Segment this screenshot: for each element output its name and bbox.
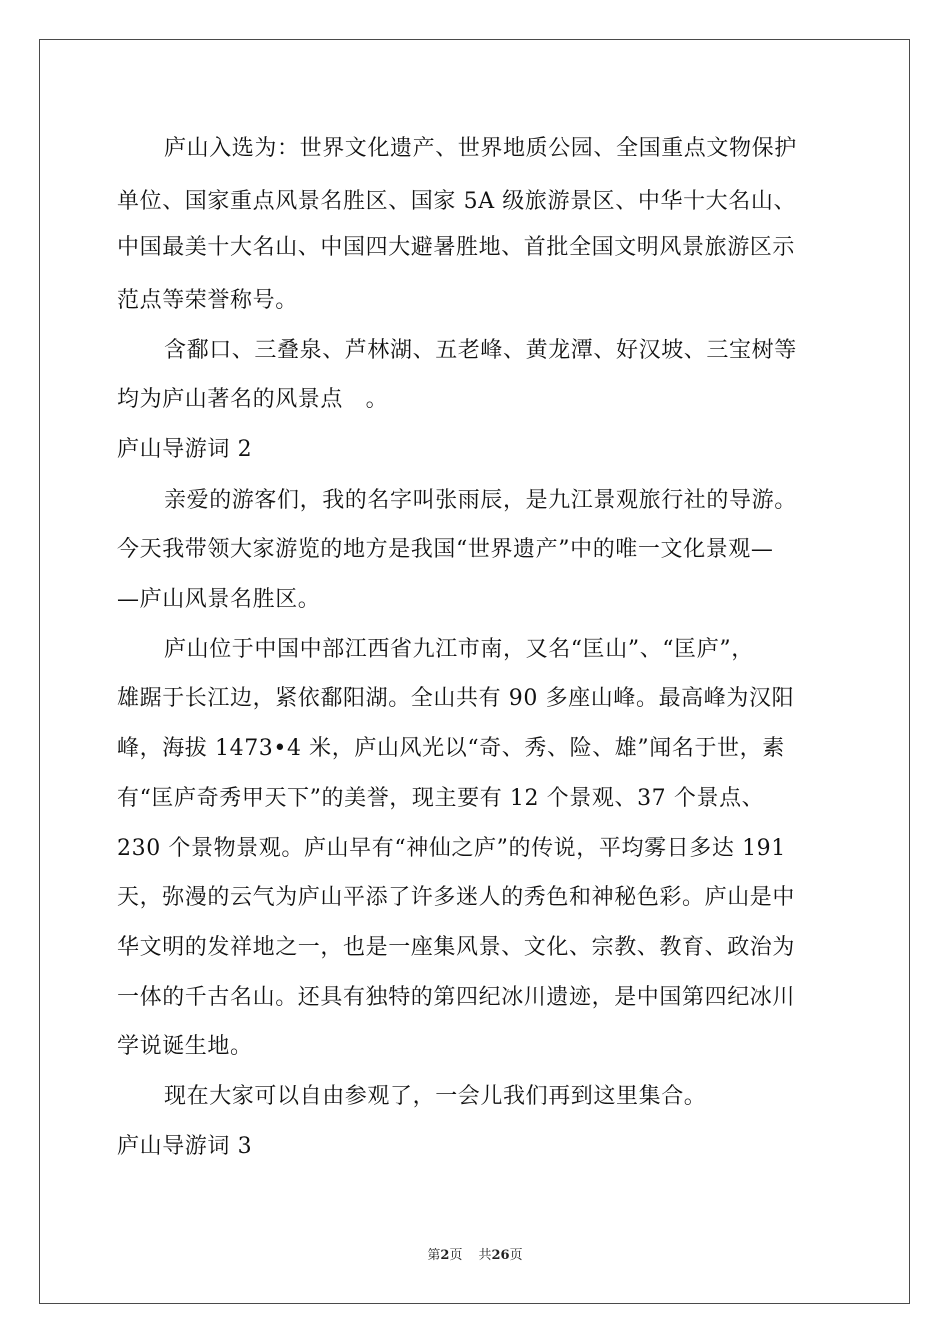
paragraph-line: 一体的千古名山。还具有独特的第四纪冰川遗迹，是中国第四纪冰川 [117, 985, 796, 1010]
page-footer [0, 1247, 950, 1265]
paragraph-line: 学说诞生地。 [117, 1034, 253, 1059]
paragraph-line: 雄踞于长江边，紧依鄱阳湖。全山共有 90 多座山峰。最高峰为汉阳 [117, 686, 795, 711]
paragraph-line: 单位、国家重点风景名胜区、国家 5A 级旅游景区、中华十大名山、 [117, 189, 797, 214]
section-heading: 庐山导游词 3 [117, 1134, 253, 1159]
paragraph-line: 庐山位于中国中部江西省九江市南，又名“匡山”、“匡庐”， [164, 637, 754, 662]
page-border [39, 39, 910, 1304]
paragraph-line: 现在大家可以自由参观了，一会儿我们再到这里集合。 [164, 1084, 707, 1109]
total-prefix: 共 [478, 1248, 492, 1263]
page-suffix: 页 [449, 1248, 463, 1263]
paragraph-line: —庐山风景名胜区。 [117, 587, 321, 612]
paragraph-line: 峰，海拔 1473•4 米，庐山风光以“奇、秀、险、雄”闻名于世，素 [117, 736, 785, 761]
paragraph-line: 华文明的发祥地之一，也是一座集风景、文化、宗教、教育、政治为 [117, 935, 796, 960]
paragraph-line: 中国最美十大名山、中国四大避暑胜地、首批全国文明风景旅游区示 [117, 235, 796, 260]
paragraph-line: 230 个景物景观。庐山早有“神仙之庐”的传说，平均雾日多达 191 [117, 836, 786, 861]
paragraph-line: 亲爱的游客们，我的名字叫张雨辰，是九江景观旅行社的导游。 [164, 488, 797, 513]
paragraph-line: 均为庐山著名的风景点 。 [117, 387, 389, 412]
section-heading: 庐山导游词 2 [117, 437, 253, 462]
paragraph-line: 含鄱口、三叠泉、芦林湖、五老峰、黄龙潭、好汉坡、三宝树等 [164, 338, 797, 363]
paragraph-line: 天，弥漫的云气为庐山平添了许多迷人的秀色和神秘色彩。庐山是中 [117, 885, 796, 910]
page-prefix: 第 [427, 1248, 441, 1263]
paragraph-line: 今天我带领大家游览的地方是我国“世界遗产”中的唯一文化景观— [117, 537, 774, 562]
paragraph-line: 庐山入选为：世界文化遗产、世界地质公园、全国重点文物保护 [164, 136, 797, 161]
current-page-number: 2 [440, 1248, 450, 1263]
paragraph-line: 有“匡庐奇秀甲天下”的美誉，现主要有 12 个景观、37 个景点、 [117, 786, 765, 811]
paragraph-line: 范点等荣誉称号。 [117, 288, 298, 313]
total-page-count: 26 [491, 1248, 510, 1263]
total-suffix: 页 [509, 1248, 523, 1263]
